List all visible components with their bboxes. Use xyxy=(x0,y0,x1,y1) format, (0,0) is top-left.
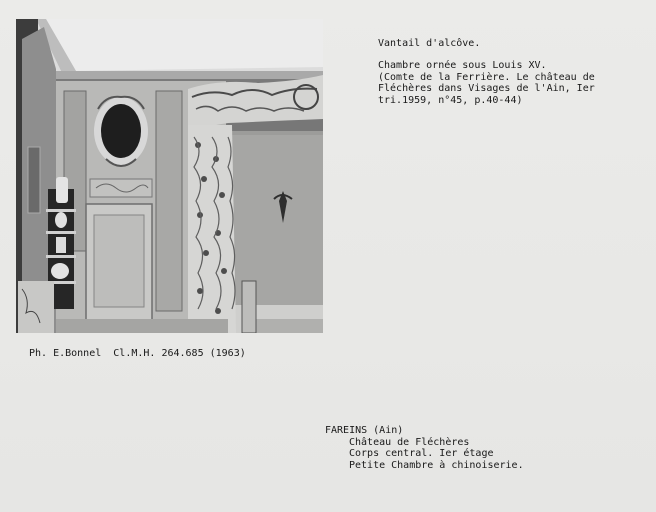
alcove-photograph xyxy=(16,19,323,333)
caption-line: Chambre ornée sous Louis XV. xyxy=(378,60,547,71)
location-detail: Petite Chambre à chinoiserie. xyxy=(349,459,524,471)
location-detail: Château de Fléchères xyxy=(349,436,470,448)
location-block xyxy=(325,425,524,471)
photo-credit: Ph. E.Bonnel Cl.M.H. 264.685 (1963) xyxy=(29,348,246,359)
caption-line: tri.1959, n°45, p.40-44) xyxy=(378,94,523,106)
caption-body xyxy=(378,60,595,106)
caption-line: (Comte de la Ferrière. Le château de xyxy=(378,71,595,83)
location-detail: Corps central. Ier étage xyxy=(349,448,494,459)
caption-title: Vantail d'alcôve. xyxy=(378,38,481,49)
location-commune: FAREINS (Ain) xyxy=(325,425,404,436)
caption-line: Fléchères dans Visages de l'Ain, Ier xyxy=(378,83,595,94)
